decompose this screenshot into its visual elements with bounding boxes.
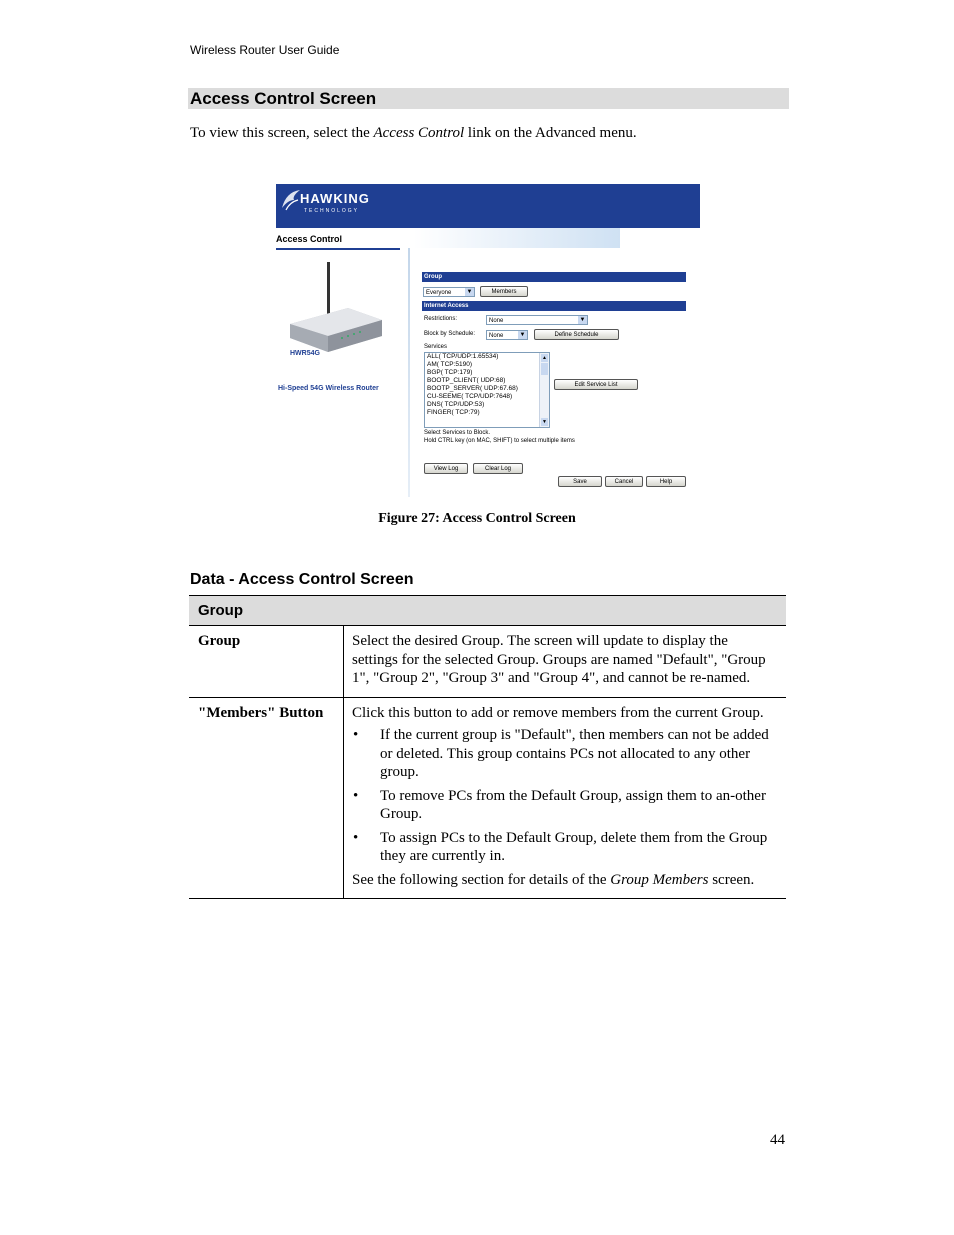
logo-wordmark: HAWKING xyxy=(300,191,370,206)
intro-paragraph xyxy=(190,125,637,142)
row-label: "Members" Button xyxy=(189,698,344,899)
cancel-button[interactable]: Cancel xyxy=(605,476,643,487)
scroll-thumb[interactable] xyxy=(541,363,548,375)
bullet-item: • To assign PCs to the Default Group, delete them from the Group they are currently in. xyxy=(352,829,777,866)
running-header: Wireless Router User Guide xyxy=(190,43,340,57)
services-scrollbar[interactable] xyxy=(539,353,549,427)
figure-left-rule xyxy=(276,248,400,250)
edit-service-list-button[interactable]: Edit Service List xyxy=(554,379,638,390)
save-button[interactable]: Save xyxy=(558,476,602,487)
chevron-down-icon: ▼ xyxy=(579,317,586,323)
scroll-up-icon[interactable]: ▲ xyxy=(542,355,547,361)
service-item[interactable]: BOOTP_SERVER( UDP:67.68) xyxy=(427,385,518,392)
row-description xyxy=(344,698,786,899)
members-button[interactable]: Members xyxy=(480,286,528,297)
logo-subtitle: TECHNOLOGY xyxy=(304,208,360,214)
chevron-down-icon: ▼ xyxy=(466,289,473,295)
service-item[interactable]: BOOTP_CLIENT( UDP:68) xyxy=(427,377,506,384)
intro-link-name: Access Control xyxy=(373,125,465,141)
figure-left-panel xyxy=(276,248,408,497)
footer-text-before: See the following section for details of the xyxy=(352,871,611,888)
restrictions-label: Restrictions: xyxy=(424,316,458,322)
restrictions-value: None xyxy=(489,318,504,324)
access-control-screenshot xyxy=(276,184,700,497)
row-footer xyxy=(352,871,777,890)
schedule-select[interactable] xyxy=(486,330,528,340)
group-select-value: Everyone xyxy=(426,290,452,296)
services-listbox[interactable] xyxy=(424,352,550,428)
intro-text-after: link on the Advanced menu. xyxy=(464,125,637,141)
table-header-label: Group xyxy=(198,602,243,619)
service-item[interactable]: FINGER( TCP:79) xyxy=(427,409,480,416)
table-row xyxy=(189,626,786,698)
service-item[interactable]: CU-SEEME( TCP/UDP:7648) xyxy=(427,393,513,400)
define-schedule-button[interactable]: Define Schedule xyxy=(534,329,619,340)
table-header xyxy=(189,595,786,626)
service-item[interactable]: AM( TCP:5190) xyxy=(427,361,473,368)
restrictions-select[interactable] xyxy=(486,315,588,325)
help-button[interactable]: Help xyxy=(646,476,686,487)
hawking-logo xyxy=(280,188,380,216)
service-item[interactable]: DNS( TCP/UDP:53) xyxy=(427,401,485,408)
router-model: HWR54G xyxy=(290,350,320,357)
footer-text-after: screen. xyxy=(708,871,755,888)
chevron-down-icon: ▼ xyxy=(519,332,526,338)
service-item[interactable]: BGP( TCP:179) xyxy=(427,369,473,376)
footer-italic: Group Members xyxy=(610,871,709,888)
table-row xyxy=(189,698,786,900)
router-tagline: Hi-Speed 54G Wireless Router xyxy=(278,385,379,392)
page-number: 44 xyxy=(770,1132,785,1148)
row-description xyxy=(344,626,786,697)
group-select[interactable] xyxy=(423,287,475,297)
row-label: Group xyxy=(189,626,344,697)
router-image xyxy=(288,302,384,352)
figure-banner xyxy=(276,184,700,228)
data-table xyxy=(189,595,786,899)
section-title-bar xyxy=(188,88,789,109)
view-log-button[interactable]: View Log xyxy=(424,463,468,474)
group-section-header: Group xyxy=(422,272,686,282)
services-hint-line2: Hold CTRL key (on MAC, SHIFT) to select multiple items xyxy=(424,438,575,444)
schedule-value: None xyxy=(489,333,504,339)
figure-page-title: Access Control xyxy=(276,234,343,244)
figure-divider xyxy=(408,248,410,497)
internet-access-section-header: Internet Access xyxy=(422,301,686,311)
hawk-icon xyxy=(280,188,302,214)
section-title: Access Control Screen xyxy=(190,89,377,108)
row-text: Select the desired Group. The screen will update to display the settings for the selected Group. Groups are named "Default", "Group 1", "Group 2", "Group 3" and "Group 4", and cannot be re-named. xyxy=(352,633,766,686)
block-by-schedule-label: Block by Schedule: xyxy=(424,331,476,337)
figure-caption: Figure 27: Access Control Screen xyxy=(378,511,576,526)
bullet-item: • To remove PCs from the Default Group, assign them to an-other Group. xyxy=(352,787,777,824)
scroll-down-icon[interactable]: ▼ xyxy=(542,419,547,425)
bullet-item: • If the current group is "Default", then members can not be added or deleted. This group contains PCs not allocated to any other group. xyxy=(352,726,777,782)
clear-log-button[interactable]: Clear Log xyxy=(473,463,523,474)
intro-text-before: To view this screen, select the xyxy=(190,125,374,141)
bullet-list xyxy=(352,726,777,866)
row-intro: Click this button to add or remove members from the current Group. xyxy=(352,704,764,721)
services-label: Services xyxy=(424,344,448,350)
data-section-heading: Data - Access Control Screen xyxy=(190,571,414,588)
service-item[interactable]: ALL( TCP/UDP:1.65534) xyxy=(427,353,499,360)
services-hint-line1: Select Services to Block. xyxy=(424,430,491,436)
